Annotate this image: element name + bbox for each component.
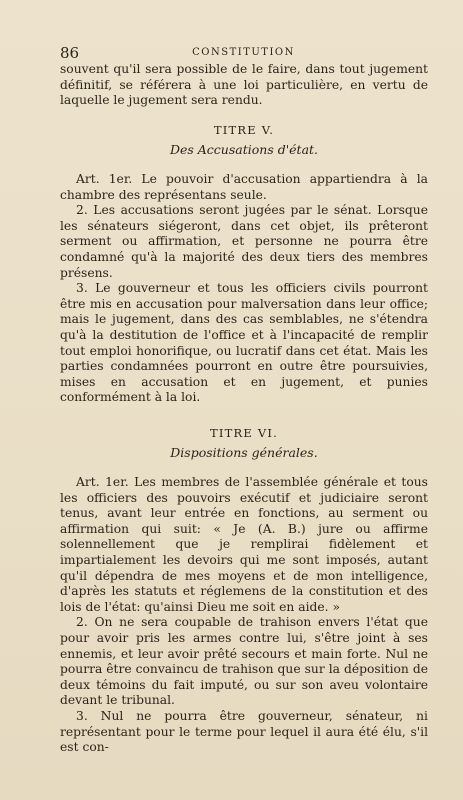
titre-6-article-3: 3. Nul ne pourra être gouverneur, sénateur, ni représentant pour le terme pour lequel il aura été élu, s'il est con- [60,708,428,755]
titre-6-article-2: 2. On ne sera coupable de trahison envers l'état que pour avoir pris les armes contre lui, s'être joint à ses ennemis, et leur avoir prêté secours et main forte. Nul ne pourra être convaincu de trahison que sur la déposition de deux témoins du fait imputé, ou sur son aveu volontaire devant le tribunal. [60,615,428,708]
titre-6-article-1: Art. 1er. Les membres de l'assemblée générale et tous les officiers des pouvoirs exécutif et judiciaire seront tenus, avant leur entrée en fonctions, au serment ou affirmation qui suit: « Je (A. B.) jure ou affirme solennellement que je remplirai fidèlement et impartialement les devoirs qui me sont imposés, autant qu'il dépendra de mes moyens et de mon intelligence, d'après les statuts et réglemens de la constitution et des lois de l'état: qu'ainsi Dieu me soit en aide. » [60,475,428,614]
page-body [60,62,428,756]
running-head: CONSTITUTION [192,47,295,58]
titre-5-article-3: 3. Le gouverneur et tous les officiers civils pourront être mis en accusation pour malversation dans leur office; mais le jugement, dans des cas semblables, ne s'étendra qu'à la destitution de l'office et à l'incapacité de remplir tout emploi honorifique, ou lucratif dans cet état. Mais les parties condamnées pourront en outre être poursuivies, mises en accusation et en jugement, et punies conformément à la loi. [60,281,428,405]
titre-5-article-1: Art. 1er. Le pouvoir d'accusation appartiendra à la chambre des représentans seule. [60,171,428,202]
titre-5-article-2: 2. Les accusations seront jugées par le sénat. Lorsque les sénateurs siégeront, dans cet objet, ils prêteront serment ou affirmation, et personne ne pourra être condamné qu'à la majorité des deux tiers des membres présens. [60,203,428,280]
intro-paragraph: souvent qu'il sera possible de le faire, dans tout jugement définitif, se référera à une loi particulière, en vertu de laquelle le jugement sera rendu. [60,62,428,108]
titre-5-heading: TITRE V. [213,122,275,137]
page-number: 86 [60,44,80,62]
titre-5-subtitle: Des Accusations d'état. [169,142,319,158]
titre-6-heading: TITRE VI. [210,425,278,440]
page-header [60,44,427,60]
titre-6-subtitle: Dispositions générales. [170,445,318,461]
